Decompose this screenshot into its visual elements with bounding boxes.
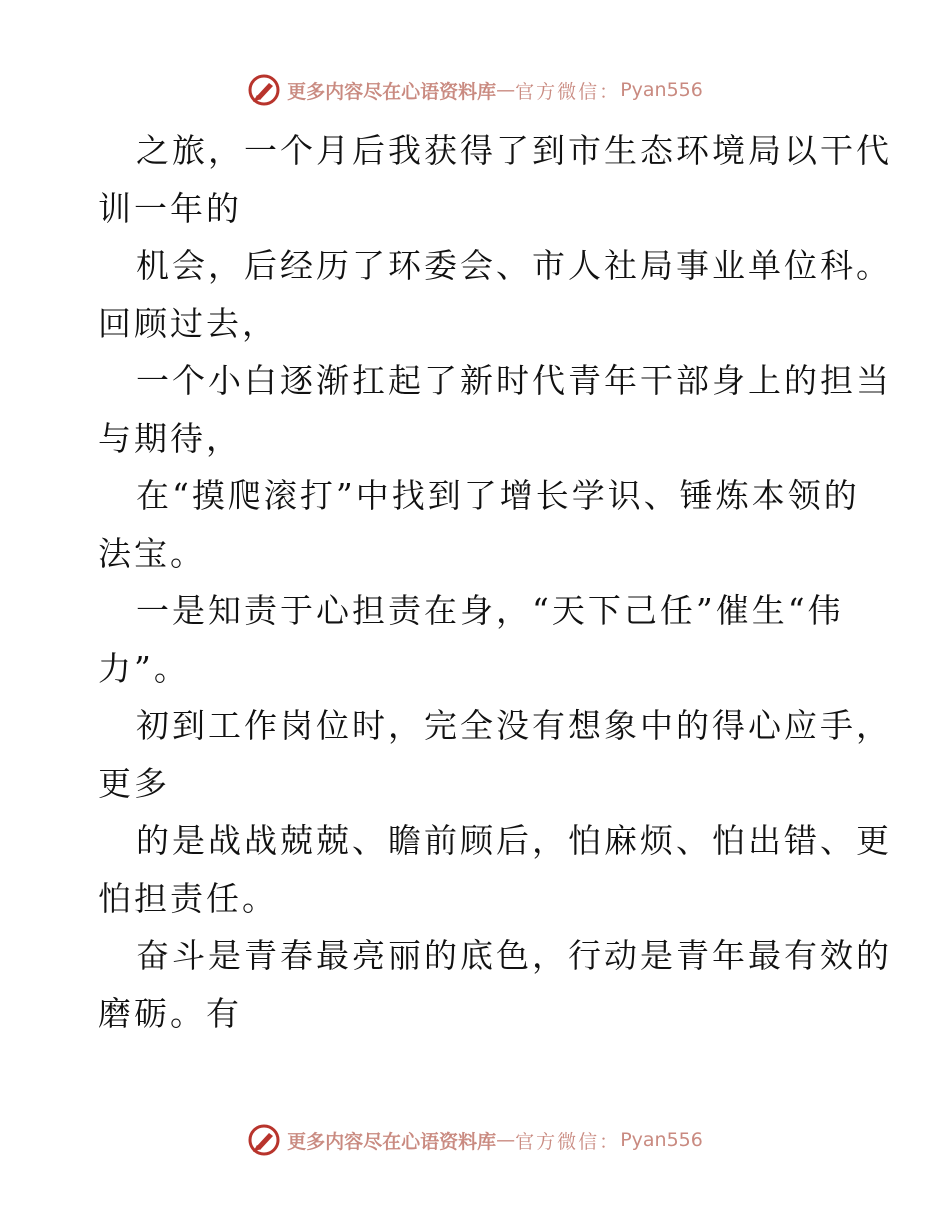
- header-wechat-id: Pyan556: [620, 79, 703, 101]
- body-line: 磨砺。有: [98, 993, 242, 1033]
- footer-brand: 更多内容尽在心语资料库: [287, 1130, 497, 1153]
- body-line: 的是战战兢兢、瞻前顾后，怕麻烦、怕出错、更: [136, 821, 892, 860]
- body-line: 怕担责任。: [98, 878, 278, 918]
- header-brand: 更多内容尽在心语资料库: [287, 80, 497, 103]
- header-separator: —: [496, 79, 516, 101]
- footer-wechat-label: 官方微信：: [515, 1130, 621, 1153]
- footer-wechat-id: Pyan556: [620, 1129, 703, 1151]
- body-line: 一个小白逐渐扛起了新时代青年干部身上的担当: [136, 361, 892, 400]
- pen-logo-icon: [247, 1123, 281, 1157]
- body-line: 在“摸爬滚打”中找到了增长学识、锤炼本领的: [136, 476, 860, 515]
- body-line: 与期待，: [98, 418, 242, 458]
- body-line: 之旅，一个月后我获得了到市生态环境局以干代: [136, 131, 892, 170]
- body-line: 法宝。: [98, 533, 206, 573]
- body-line: 训一年的: [98, 188, 242, 228]
- body-line: 初到工作岗位时，完全没有想象中的得心应手，: [136, 706, 892, 745]
- body-line: 机会，后经历了环委会、市人社局事业单位科。: [136, 246, 892, 285]
- body-line: 奋斗是青春最亮丽的底色，行动是青年最有效的: [136, 936, 892, 975]
- footer-separator: —: [496, 1129, 516, 1151]
- footer-banner: [0, 1120, 950, 1160]
- body-line: 力”。: [98, 648, 190, 688]
- header-banner: [0, 70, 950, 110]
- body-line: 一是知责于心担责在身，“天下己任”催生“伟: [136, 591, 844, 630]
- body-line: 回顾过去，: [98, 303, 278, 343]
- body-line: 更多: [98, 763, 170, 803]
- pen-logo-icon: [247, 73, 281, 107]
- header-wechat-label: 官方微信：: [515, 80, 621, 103]
- document-body: [98, 122, 892, 1042]
